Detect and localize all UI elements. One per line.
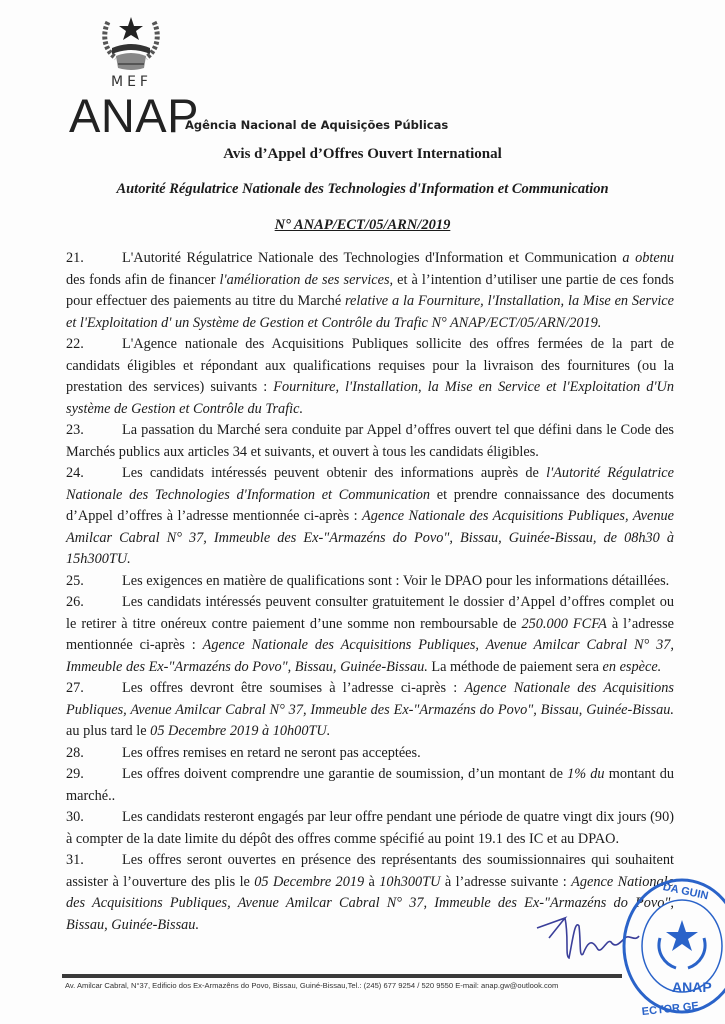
paragraph-number: 21. [66, 250, 84, 266]
paragraph-text: Les candidats resteront engagés par leur offre pendant une période de quatre vingt dix jours (90) à compter de la date limite du dépôt des offres comme spécifié au point 19.1 des IC et au DPAO. [66, 809, 674, 847]
numbered-paragraph [66, 334, 674, 420]
paragraph-text: relative a la Fourniture, l'Installation, la Mise en Service et l'Exploitation d' un Système de Gestion et Contrôle du Trafic N° ANAP/ECT/05/ARN/2019. [66, 293, 674, 331]
paragraph-text: en espèce. [602, 658, 662, 675]
paragraph-text: 1% du [567, 766, 605, 782]
paragraph-text: 10h300TU [379, 873, 441, 890]
national-emblem-icon [98, 14, 164, 74]
paragraph-text: l'Autorité Régulatrice Nationale des Technologies d'Information et Communication [66, 465, 674, 503]
paragraph-text: Les exigences en matière de qualifications sont : Voir le DPAO pour les informations détaillées. [122, 572, 670, 589]
authority-name: Autorité Régulatrice Nationale des Technologies d'Information et Communication [116, 181, 609, 197]
numbered-paragraph [66, 571, 674, 593]
numbered-paragraph [66, 248, 674, 334]
numbered-paragraph [66, 420, 674, 463]
paragraph-text: L'Autorité Régulatrice Nationale des Technologies d'Information et Communication [122, 250, 623, 266]
numbered-paragraph [66, 678, 674, 743]
paragraph-text: Les offres seront ouvertes en présence des représentants des soumissionnaires qui souhaitent assister à l’ouverture des plis le [66, 852, 674, 890]
anap-logo-text: ANAP [69, 89, 199, 142]
paragraph-number: 25. [66, 572, 84, 589]
numbered-paragraph [66, 743, 674, 765]
paragraph-number: 26. [66, 594, 84, 610]
paragraph-number: 23. [66, 422, 84, 438]
paragraph-text: La passation du Marché sera conduite par Appel d’offres ouvert tel que défini dans le Code des Marchés publics aux articles 34 et suivants, et ouvert à tous les candidats éligibles. [66, 422, 674, 460]
paragraph-text: montant du marché.. [66, 766, 674, 804]
paragraph-text: Agence Nationale des Acquisitions Publiques, Avenue Amilcar Cabral N° 37, Immeuble des Ex-"Armazéns do Povo", Bissau, Guinée-Bissau. [66, 637, 674, 675]
paragraph-text: La méthode de paiement sera [427, 658, 603, 675]
paragraph-text: au plus tard le [66, 723, 151, 739]
paragraph-text: à l’adresse mentionnée ci-après : [66, 615, 674, 653]
svg-text:ECTOR GE: ECTOR GE [641, 1000, 700, 1018]
paragraph-text: des fonds afin de financer [66, 271, 220, 288]
paragraph-text: à [364, 873, 380, 890]
paragraph-text: 05 Decembre 2019 [254, 873, 365, 890]
paragraph-text: 05 Decembre 2019 à 10h00TU. [150, 723, 331, 739]
paragraph-text: Les candidats intéressés peuvent obtenir des informations auprès de [122, 465, 547, 481]
paragraph-number: 22. [66, 336, 84, 352]
paragraph-text: Les candidats intéressés peuvent consulter gratuitement le dossier d’Appel d’offres complet ou le retirer à titre onéreux contre paiement d’une somme non remboursable de [66, 594, 674, 632]
paragraph-text: Fourniture, l'Installation, la Mise en Service et l'Exploitation d'Un système de Gestion et Contrôle du Trafic. [66, 379, 674, 417]
paragraph-text: à l’adresse suivante : [440, 873, 572, 890]
paragraph-number: 27. [66, 680, 84, 696]
paragraph-text: Agence Nationale des Acquisitions Publiques, Avenue Amilcar Cabral N° 37, Immeuble des Ex-"Armazéns do Povo", Bissau, Guinée-Bissau, de 08h30 à 15h300TU. [66, 508, 674, 567]
paragraph-text: Les offres doivent comprendre une garantie de soumission, d’un montant de [122, 766, 568, 782]
svg-text:DA GUIN: DA GUIN [661, 881, 710, 903]
paragraph-number: 24. [66, 465, 84, 481]
numbered-paragraph [66, 764, 674, 807]
paragraph-text: L'Agence nationale des Acquisitions Publiques sollicite des offres fermées de la part de candidats éligibles et répondant aux qualifications requises pour la livraison des fournitures (ou la prestation des services) suivants : [66, 336, 674, 395]
numbered-paragraph [66, 807, 674, 850]
paragraph-number: 31. [66, 852, 84, 868]
notice-title: Avis d’Appel d’Offres Ouvert International [223, 146, 502, 162]
paragraph-text: Agence Nationale des Acquisitions Publiques, Avenue Amilcar Cabral N° 37, Immeuble des Ex-"Armazéns do Povo", Bissau, Guinée-Bissau. [66, 680, 674, 718]
paragraph-number: 28. [66, 744, 84, 761]
paragraph-text: Agence Nationale des Acquisitions Publiques, Avenue Amilcar Cabral N° 37, Immeuble des Ex-"Armazéns do Povo", Bissau, Guinée-Bissau. [66, 873, 674, 933]
official-stamp-icon [612, 868, 725, 1018]
notice-body [66, 248, 674, 936]
paragraph-number: 30. [66, 809, 84, 825]
paragraph-text: 250.000 FCFA [521, 615, 607, 632]
svg-text:ANAP: ANAP [672, 979, 712, 995]
numbered-paragraph [66, 463, 674, 571]
reference-number: N° ANAP/ECT/05/ARN/2019 [274, 217, 451, 233]
footer-address: Av. Amilcar Cabral, N°37, Edificio dos Ex-Armazêns do Povo, Bissau, Guiné-Bissau,Tel.: (245) 677 9254 / 520 9550 E-mail: anap.gw@outlook.com [65, 981, 559, 990]
anap-logo-subtitle: Agência Nacional de Aquisições Públicas [185, 118, 449, 132]
ministry-abbreviation: MEF [111, 74, 152, 90]
footer-divider [62, 974, 622, 978]
paragraph-number: 29. [66, 766, 84, 782]
paragraph-text: a obtenu [622, 250, 675, 266]
paragraph-text: et prendre connaissance des documents d’Appel d’offres à l’adresse mentionnée ci-après : [66, 486, 674, 524]
numbered-paragraph [66, 592, 674, 678]
paragraph-text: et à l’intention d’utiliser une partie de ces fonds pour effectuer des paiements au titre du Marché [66, 271, 674, 309]
paragraph-text: l'amélioration de ses services, [219, 271, 394, 288]
paragraph-text: Les offres remises en retard ne seront pas acceptées. [122, 744, 421, 761]
paragraph-text: Les offres devront être soumises à l’adresse ci-après : [122, 680, 465, 696]
